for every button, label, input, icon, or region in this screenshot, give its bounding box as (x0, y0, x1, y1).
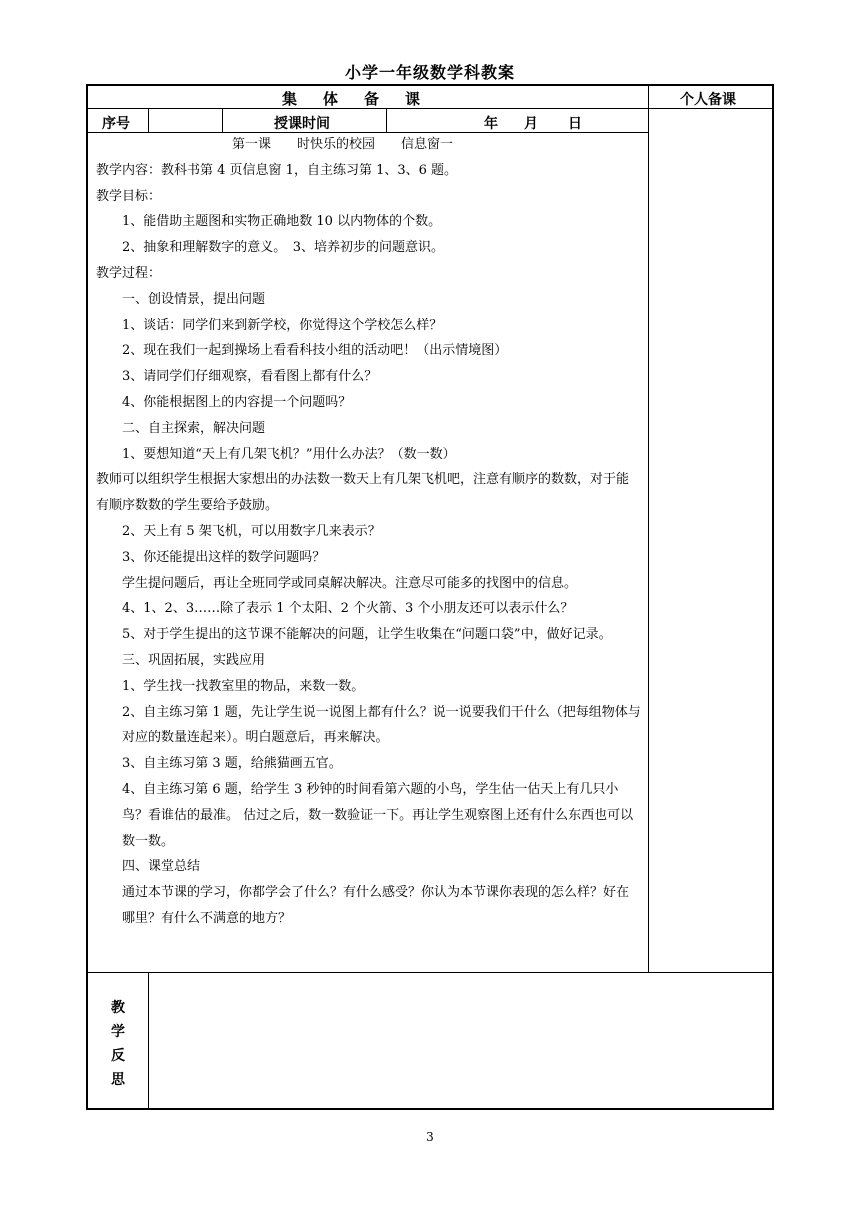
lesson-line: 1、学生找一找教室里的物品，来数一数。 (122, 678, 365, 694)
lesson-line: 教学内容：教科书第 4 页信息窗 1，自主练习第 1、3、6 题。 (96, 162, 458, 178)
lesson-line: 4、1、2、3……除了表示 1 个太阳、2 个火箭、3 个小朋友还可以表示什么？ (122, 601, 574, 617)
lesson-line: 学生提问题后，再让全班同学或同桌解决解决。注意尽可能多的找图中的信息。 (122, 575, 578, 591)
column-divider-seq (148, 108, 149, 132)
lesson-line: 一、创设情景，提出问题 (122, 291, 266, 307)
column-divider-reflection (148, 972, 149, 1108)
personal-prep-header: 个人备课 (680, 92, 736, 108)
lesson-line: 3、你还能提出这样的数学问题吗？ (122, 549, 326, 565)
date-year: 年 (484, 116, 498, 132)
lesson-line: 5、对于学生提出的这节课不能解决的问题，让学生收集在“问题口袋”中，做好记录。 (122, 627, 612, 643)
row-divider-reflection (87, 972, 773, 973)
lesson-line: 教师可以组织学生根据大家想出的办法数一数天上有几架飞机吧，注意有顺序的数数，对于能有顺序数数的学生要给予鼓励。 (96, 472, 630, 514)
page-number: 3 (426, 1130, 434, 1144)
column-divider-date (386, 108, 387, 132)
date-month: 月 (524, 116, 538, 132)
personal-prep-notes-area[interactable] (650, 110, 772, 970)
lesson-line: 二、自主探索，解决问题 (122, 420, 266, 436)
lesson-line: 3、自主练习第 3 题，给熊猫画五官。 (122, 756, 342, 772)
lesson-line: 1、要想知道“天上有几架飞机？”用什么办法？（数一数） (122, 446, 456, 462)
lesson-line: 2、抽象和理解数字的意义。 3、培养初步的问题意识。 (122, 240, 445, 256)
lesson-line: 2、天上有 5 架飞机，可以用数字几来表示？ (122, 523, 381, 539)
group-prep-header: 集体备课 (282, 90, 447, 108)
lesson-line: 1、谈话：同学们来到新学校，你觉得这个学校怎么样？ (122, 317, 443, 333)
date-day: 日 (568, 116, 582, 132)
reflection-char: 教 (111, 1000, 125, 1016)
lesson-line: 2、自主练习第 1 题，先让学生说一说图上都有什么？说一说要我们干什么（把每组物体与对应的数量连起来）。明白题意后，再来解决。 (122, 704, 641, 746)
lesson-line: 四、课堂总结 (122, 859, 201, 875)
reflection-char: 思 (111, 1072, 125, 1088)
column-divider-personal (648, 85, 649, 972)
lesson-time-label: 授课时间 (274, 116, 330, 132)
lesson-line: 4、自主练习第 6 题，给学生 3 秒钟的时间看第六题的小鸟，学生估一估天上有几只小鸟？看谁估的最准。 估过之后，数一数验证一下。再让学生观察图上还有什么东西也可以数一数。 (122, 781, 634, 849)
lesson-line: 教学过程： (96, 265, 162, 281)
lesson-content (96, 132, 641, 932)
lesson-line: 三、巩固拓展，实践应用 (122, 652, 266, 668)
reflection-char: 学 (111, 1024, 125, 1040)
lesson-line: 教学目标： (96, 188, 162, 204)
lesson-line: 1、能借助主题图和实物正确地数 10 以内物体的个数。 (122, 214, 442, 230)
column-divider-seq-value (222, 108, 223, 132)
document-title: 小学一年级数学科教案 (344, 63, 515, 82)
reflection-label (88, 996, 148, 1092)
lesson-line: 3、请同学们仔细观察，看看图上都有什么？ (122, 369, 378, 385)
reflection-input-area[interactable] (150, 974, 772, 1108)
lesson-line: 4、你能根据图上的内容提一个问题吗？ (122, 394, 352, 410)
lesson-line: 通过本节课的学习，你都学会了什么？有什么感受？你认为本节课你表现的怎么样？好在哪里？有什么不满意的地方？ (122, 885, 630, 926)
seq-label: 序号 (102, 116, 130, 132)
reflection-char: 反 (111, 1048, 125, 1064)
lesson-line: 2、现在我们一起到操场上看看科技小组的活动吧！（出示情境图） (122, 343, 508, 359)
lesson-heading: 第一课 时快乐的校园 信息窗一 (232, 137, 454, 152)
